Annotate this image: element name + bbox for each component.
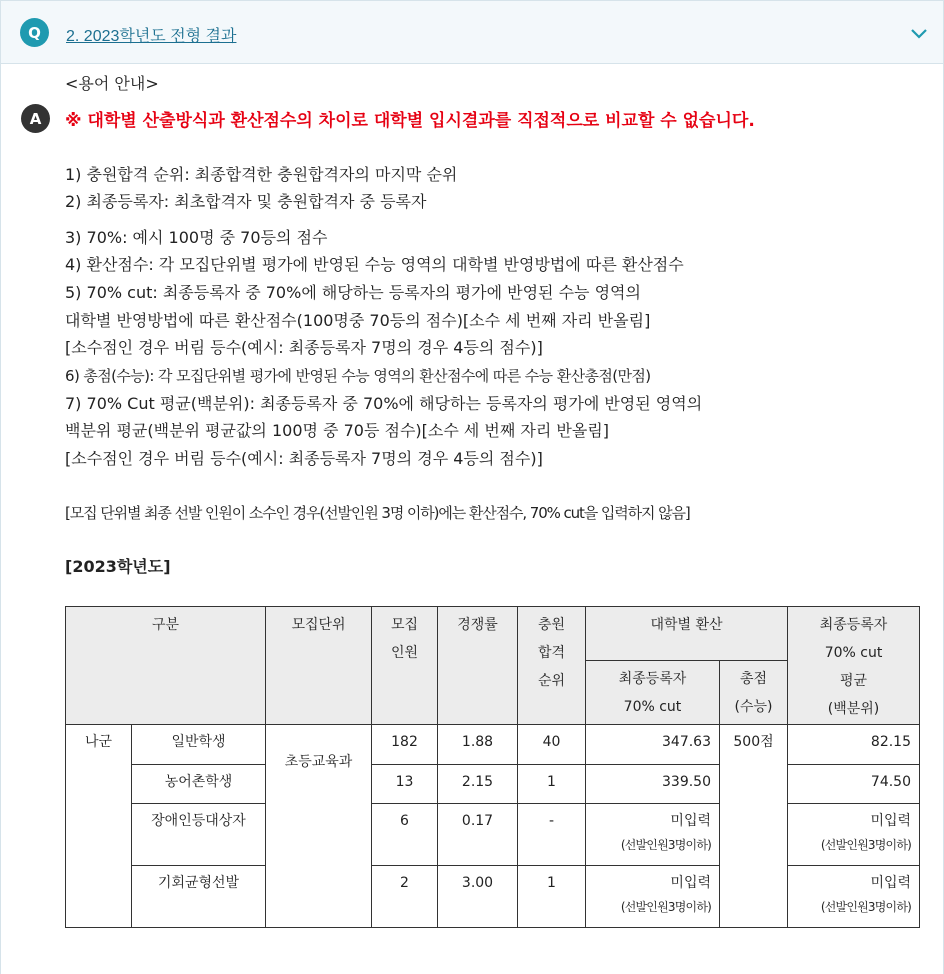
header-category: 구분 <box>66 607 266 725</box>
term-5: 5) 70% cut: 최종등록자 중 70%에 해당하는 등록자의 평가에 반영된 수능 영역의 <box>65 283 641 302</box>
header-avg-line2: 70% cut <box>824 645 883 661</box>
header-final-cut <box>586 661 720 725</box>
header-total-line2: (수능) <box>734 699 773 715</box>
header-final-avg <box>788 607 920 725</box>
group-cell: 나군 <box>66 725 132 928</box>
results-table <box>65 606 920 928</box>
rank-cell: - <box>518 804 586 866</box>
quota-cell: 6 <box>372 804 438 866</box>
header-quota <box>372 607 438 725</box>
header-rank-line3: 순위 <box>537 673 566 689</box>
cut-cell: 347.63 <box>586 725 720 765</box>
term-5-cont: 대학별 반영방법에 따른 환산점수(100명중 70등의 점수)[소수 세 번째 자리 반올림] <box>65 311 651 330</box>
table-row <box>66 866 920 928</box>
question-badge: Q <box>20 18 49 47</box>
ratio-cell: 1.88 <box>438 725 518 765</box>
table-row <box>66 725 920 765</box>
warning-text: ※ 대학별 산출방식과 환산점수의 차이로 대학별 입시결과를 직접적으로 비교할 수 없습니다. <box>65 111 755 131</box>
term-6: 6) 총점(수능): 각 모집단위별 평가에 반영된 수능 영역의 환산점수에 따른 수능 환산총점(만점) <box>65 367 651 385</box>
header-total-score <box>720 661 788 725</box>
header-final-cut-line2: 70% cut <box>623 699 682 715</box>
answer-badge: A <box>21 104 50 133</box>
term-1: 1) 충원합격 순위: 최종합격한 충원합격자의 마지막 순위 <box>65 165 458 184</box>
cut-note: (선발인원3명이하) <box>620 900 711 914</box>
header-unit: 모집단위 <box>266 607 372 725</box>
avg-cell <box>788 866 920 928</box>
type-cell: 일반학생 <box>132 725 266 765</box>
cut-note: (선발인원3명이하) <box>620 838 711 852</box>
header-rank-line1: 충원 <box>537 617 566 633</box>
type-cell: 기회균형선발 <box>132 866 266 928</box>
rank-cell: 1 <box>518 765 586 804</box>
header-ratio: 경쟁률 <box>438 607 518 725</box>
quota-cell: 13 <box>372 765 438 804</box>
header-avg-line1: 최종등록자 <box>819 617 888 633</box>
type-cell: 장애인등대상자 <box>132 804 266 866</box>
term-7: 7) 70% Cut 평균(백분위): 최종등록자 중 70%에 해당하는 등록자의 평가에 반영된 영역의 <box>65 394 703 413</box>
chevron-down-icon[interactable] <box>909 23 929 43</box>
header-rank-line2: 합격 <box>537 645 566 661</box>
guide-title: <용어 안내> <box>65 74 159 93</box>
avg-cell: 74.50 <box>788 765 920 804</box>
rank-cell: 1 <box>518 866 586 928</box>
table-row <box>66 765 920 804</box>
avg-cell: 82.15 <box>788 725 920 765</box>
quota-cell: 182 <box>372 725 438 765</box>
ratio-cell: 3.00 <box>438 866 518 928</box>
header-rank <box>518 607 586 725</box>
term-7-cont: 백분위 평균(백분위 평균값의 100명 중 70등 점수)[소수 세 번째 자리 반올림] <box>65 421 610 440</box>
header-total-line1: 총점 <box>739 671 768 687</box>
term-7-note: [소수점인 경우 버림 등수(예시: 최종등록자 7명의 경우 4등의 점수)] <box>65 449 543 468</box>
avg-note: (선발인원3명이하) <box>820 838 912 852</box>
type-cell: 농어촌학생 <box>132 765 266 804</box>
cut-cell: 339.50 <box>586 765 720 804</box>
header-avg-line4: (백분위) <box>827 701 880 717</box>
avg-value: 미입력 <box>870 813 912 829</box>
cut-value: 미입력 <box>670 813 711 829</box>
cut-value: 미입력 <box>670 875 711 891</box>
term-3: 3) 70%: 예시 100명 중 70등의 점수 <box>65 228 328 247</box>
table-row <box>66 804 920 866</box>
question-title-link[interactable]: 2. 2023학년도 전형 결과 <box>66 28 237 45</box>
header-quota-line2: 인원 <box>390 645 419 661</box>
quota-cell: 2 <box>372 866 438 928</box>
small-selection-note: [모집 단위별 최종 선발 인원이 소수인 경우(선발인원 3명 이하)에는 환산점수, 70% cut을 입력하지 않음] <box>65 504 690 522</box>
unit-cell: 초등교육과 <box>266 725 372 928</box>
ratio-cell: 0.17 <box>438 804 518 866</box>
rank-cell: 40 <box>518 725 586 765</box>
term-4: 4) 환산점수: 각 모집단위별 평가에 반영된 수능 영역의 대학별 반영방법에 따른 환산점수 <box>65 255 684 274</box>
header-quota-line1: 모집 <box>390 617 419 633</box>
cut-cell <box>586 804 720 866</box>
term-5-note: [소수점인 경우 버림 등수(예시: 최종등록자 7명의 경우 4등의 점수)] <box>65 338 543 357</box>
question-header[interactable] <box>1 0 943 64</box>
cut-cell <box>586 866 720 928</box>
header-univ-conversion: 대학별 환산 <box>586 607 788 661</box>
header-avg-line3: 평균 <box>839 673 868 689</box>
total-score-cell: 500점 <box>720 725 788 928</box>
avg-value: 미입력 <box>870 875 912 891</box>
ratio-cell: 2.15 <box>438 765 518 804</box>
year-heading: [2023학년도] <box>65 557 171 576</box>
header-final-cut-line1: 최종등록자 <box>618 671 687 687</box>
avg-cell <box>788 804 920 866</box>
avg-note: (선발인원3명이하) <box>820 900 912 914</box>
term-2: 2) 최종등록자: 최초합격자 및 충원합격자 중 등록자 <box>65 192 427 211</box>
